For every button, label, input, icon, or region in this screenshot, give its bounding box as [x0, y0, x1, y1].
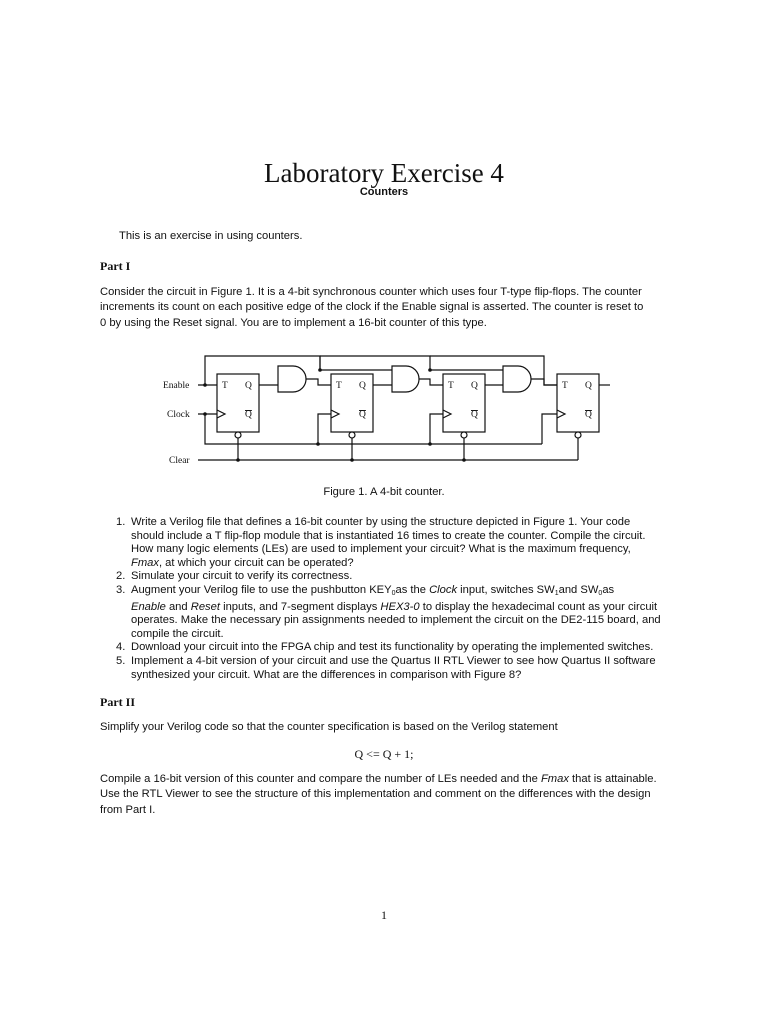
- ff-q-label: Q: [245, 381, 252, 391]
- ff-t-label: T: [448, 381, 454, 391]
- step-line: synthesized your circuit. What are the differences in comparison with Figure 8?: [131, 668, 522, 681]
- and-gate-2: [503, 366, 531, 392]
- list-item: [100, 570, 730, 584]
- and-gate-0: [278, 366, 306, 392]
- list-item: [100, 584, 730, 641]
- step-number: 4.: [116, 641, 126, 654]
- step-line: Download your circuit into the FPGA chip and test its functionality by operating the implemented switches.: [131, 641, 654, 654]
- enable-term: Enable: [131, 600, 166, 613]
- step-text: to display the hexadecimal count as your circuit: [419, 600, 658, 613]
- step-text: inputs, and 7-segment displays: [219, 600, 381, 613]
- step-line: compile the circuit.: [131, 627, 224, 640]
- part-2-line: Use the RTL Viewer to see the structure of this implementation and comment on the differences with the design: [100, 788, 651, 801]
- ff-q-label: Q: [471, 381, 478, 391]
- step-line: [131, 557, 730, 571]
- step-line: [131, 584, 730, 601]
- step-line: should include a T flip-flop module that is instantiated 16 times to create the counter. Compile the circuit.: [131, 529, 646, 542]
- list-item: [100, 655, 730, 682]
- part-2-line: from Part I.: [100, 803, 156, 816]
- counter-circuit-diagram: [160, 350, 620, 470]
- clear-label: Clear: [169, 456, 190, 466]
- step-number: 3.: [116, 583, 126, 596]
- step-text: as: [602, 583, 615, 596]
- part-2-paragraph: [100, 772, 725, 818]
- ff-t-label: T: [562, 381, 568, 391]
- part-2-text: Compile a 16-bit version of this counter and compare the number of LEs needed and the: [100, 773, 541, 785]
- step-number: 1.: [116, 516, 126, 528]
- step-number: 2.: [116, 570, 126, 583]
- figure-caption: Figure 1. A 4-bit counter.: [323, 486, 445, 498]
- part-2-heading: Part II: [100, 695, 135, 709]
- reset-term: Reset: [190, 600, 220, 613]
- ff-qbar-label: Q: [471, 410, 478, 420]
- step-text: and SW: [558, 583, 599, 596]
- step-text: and: [165, 600, 191, 613]
- step-number: 5.: [116, 654, 126, 667]
- ff-t-label: T: [336, 381, 342, 391]
- hex-term: HEX3-0: [380, 600, 420, 613]
- clock-label: Clock: [167, 410, 190, 420]
- part-2-intro: Simplify your Verilog code so that the counter specification is based on the Verilog statement: [100, 721, 558, 733]
- part-2-line: [100, 772, 725, 787]
- fmax-term: Fmax: [540, 773, 569, 785]
- part-2-text: that is attainable.: [568, 773, 657, 785]
- ff-qbar-label: Q: [359, 410, 366, 420]
- enable-label: Enable: [163, 381, 190, 391]
- list-item: [100, 641, 730, 655]
- ff-q-label: Q: [585, 381, 592, 391]
- ff-q-label: Q: [359, 381, 366, 391]
- document-subtitle: Counters: [359, 186, 409, 198]
- part-1-line: increments its count on each positive edge of the clock if the Enable signal is asserted. The counter is reset to: [100, 301, 644, 314]
- subscript: 0: [598, 589, 603, 597]
- step-line: Simulate your circuit to verify its correctness.: [131, 570, 353, 583]
- intro-text: This is an exercise in using counters.: [119, 230, 303, 242]
- ff-t-label: T: [222, 381, 228, 391]
- fmax-term: Fmax: [131, 556, 159, 569]
- verilog-statement: Q <= Q + 1;: [354, 747, 414, 761]
- and-gate-1: [392, 366, 419, 392]
- step-line: How many logic elements (LEs) are used to implement your circuit? What is the maximum frequency,: [131, 543, 631, 556]
- step-line: [131, 601, 730, 615]
- part-1-heading: Part I: [100, 259, 131, 273]
- subscript: 0: [391, 589, 396, 597]
- step-line: operates. Make the necessary pin assignments needed to implement the circuit on the DE2-115 board, and: [131, 614, 661, 627]
- step-line: Implement a 4-bit version of your circuit and use the Quartus II RTL Viewer to see how Quartus II software: [131, 654, 656, 667]
- steps-list: [100, 516, 730, 682]
- list-item: [100, 516, 730, 570]
- subscript: 1: [554, 589, 559, 597]
- ff-qbar-label: Q: [585, 410, 592, 420]
- step-text: input, switches SW: [457, 583, 555, 596]
- step-text: , at which your circuit can be operated?: [158, 556, 354, 569]
- part-1-paragraph: [100, 285, 725, 331]
- page-number: 1: [381, 908, 387, 922]
- step-text: as the: [395, 583, 430, 596]
- clock-term: Clock: [429, 583, 458, 596]
- part-1-line: 0 by using the Reset signal. You are to implement a 16-bit counter of this type.: [100, 316, 487, 329]
- step-text: Augment your Verilog file to use the pushbutton KEY: [131, 583, 392, 596]
- document-title: Laboratory Exercise 4: [264, 158, 504, 188]
- step-line: Write a Verilog file that defines a 16-bit counter by using the structure depicted in Figure 1. Your code: [131, 516, 631, 528]
- part-1-line: Consider the circuit in Figure 1. It is a 4-bit synchronous counter which uses four T-type flip-flops. The counter: [100, 286, 642, 298]
- ff-qbar-label: Q: [245, 410, 252, 420]
